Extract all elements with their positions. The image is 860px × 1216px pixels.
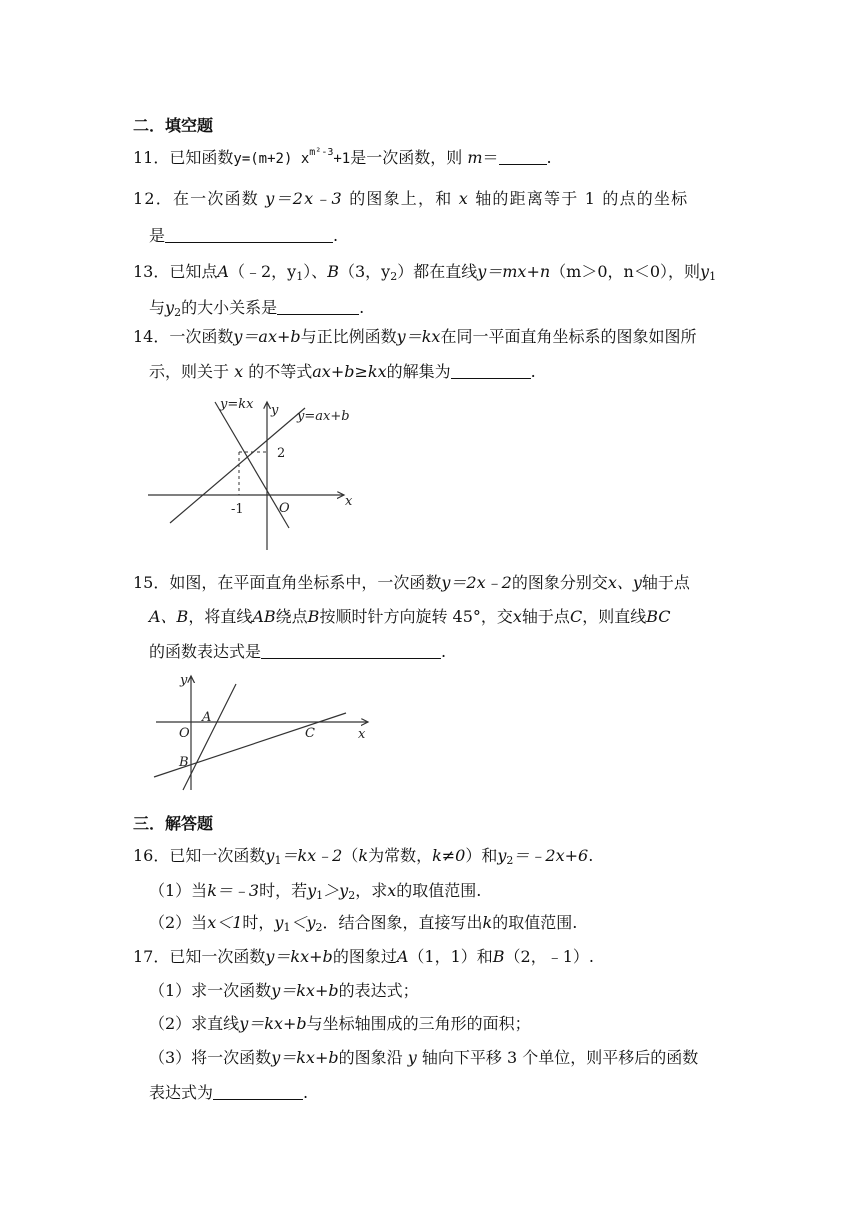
question-17-part-2: （2）求直线y＝kx+b与坐标轴围成的三角形的面积；	[149, 1014, 531, 1033]
question-number: 14．	[133, 327, 170, 346]
label-y-axb: y=ax+b	[297, 409, 350, 424]
label-x-axis: x	[345, 494, 353, 509]
answer-blank[interactable]	[499, 148, 547, 165]
answer-blank[interactable]	[261, 642, 441, 659]
label-y-kx: y=kx	[220, 397, 254, 412]
label-B: B	[179, 755, 189, 770]
question-number: 16．	[133, 846, 170, 865]
question-number: 11．	[133, 148, 170, 167]
answer-blank[interactable]	[451, 362, 531, 379]
question-15: 15．如图，在平面直角坐标系中，一次函数y＝2x﹣2的图象分别交x、y轴于点	[133, 573, 690, 592]
label-y-axis: y	[271, 403, 279, 418]
answer-blank[interactable]	[213, 1083, 303, 1100]
question-14-line2: 示，则关于 x 的不等式ax+b≥kx的解集为 .	[149, 362, 536, 381]
question-16-part-1: （1）当k＝﹣3时，若$y_1>y_2$，求x的取值范围.	[149, 881, 482, 902]
question-number: 15．	[133, 573, 170, 592]
graph-q14	[140, 388, 370, 558]
question-13: 13．已知点A（﹣2，$y_1$）、B（3，$y_2$）都在直线y＝mx+n（m＞0，n＜0），则$y_1$	[133, 262, 717, 283]
question-12-line2: 是 .	[149, 226, 339, 245]
section-title-fill-in: 二．填空题	[133, 116, 214, 135]
question-16-part-2: （2）当x＜1时，$y_1<y_2$．结合图象，直接写出k的取值范围.	[149, 913, 578, 934]
label-2: 2	[277, 446, 286, 461]
question-15-line2: A、B，将直线AB绕点B按顺时针方向旋转 45°，交x轴于点C，则直线BC	[149, 607, 671, 626]
question-17: 17．已知一次函数y＝kx+b的图象过A（1，1）和B（2，﹣1）.	[133, 947, 594, 966]
question-number: 13．	[133, 262, 170, 281]
graph-q15	[148, 670, 378, 792]
label-C: C	[305, 726, 315, 741]
label-A: A	[202, 710, 212, 725]
question-17-part-3-line2: 表达式为 .	[149, 1083, 309, 1102]
label-minus-1: -1	[231, 502, 244, 517]
question-11: 11．已知函数y=(m+2) $x^{m^2-3}+1$是一次函数，则 m＝ .	[133, 147, 552, 167]
question-14: 14．一次函数y＝ax+b与正比例函数y＝kx在同一平面直角坐标系的图象如图所	[133, 327, 697, 346]
question-12: 12．在一次函数 y＝2x﹣3 的图象上，和 x 轴的距离等于 1 的点的坐标	[133, 189, 689, 208]
question-16: 16．已知一次函数$y_1=kx﹣2(k$为常数，k≠0）和$y_2=﹣2x+6$.	[133, 846, 594, 867]
label-x-axis: x	[358, 727, 366, 742]
question-17-part-3: （3）将一次函数y＝kx+b的图象沿 y 轴向下平移 3 个单位，则平移后的函数	[149, 1048, 699, 1067]
question-13-line2: 与$y_2$的大小关系是 .	[149, 298, 365, 319]
answer-blank[interactable]	[277, 298, 359, 315]
section-title-answer: 三．解答题	[133, 814, 214, 833]
label-y-axis: y	[180, 673, 188, 688]
question-17-part-1: （1）求一次函数y＝kx+b的表达式；	[149, 981, 419, 1000]
answer-blank[interactable]	[165, 226, 333, 243]
question-number: 12．	[133, 189, 173, 208]
question-15-line3: 的函数表达式是 .	[149, 642, 447, 661]
label-origin: O	[179, 726, 190, 741]
question-number: 17．	[133, 947, 170, 966]
formula-image: y=(m+2) $x^{m^2-3}+1$	[233, 147, 351, 167]
line-kx	[215, 402, 289, 528]
label-origin: O	[279, 501, 290, 516]
